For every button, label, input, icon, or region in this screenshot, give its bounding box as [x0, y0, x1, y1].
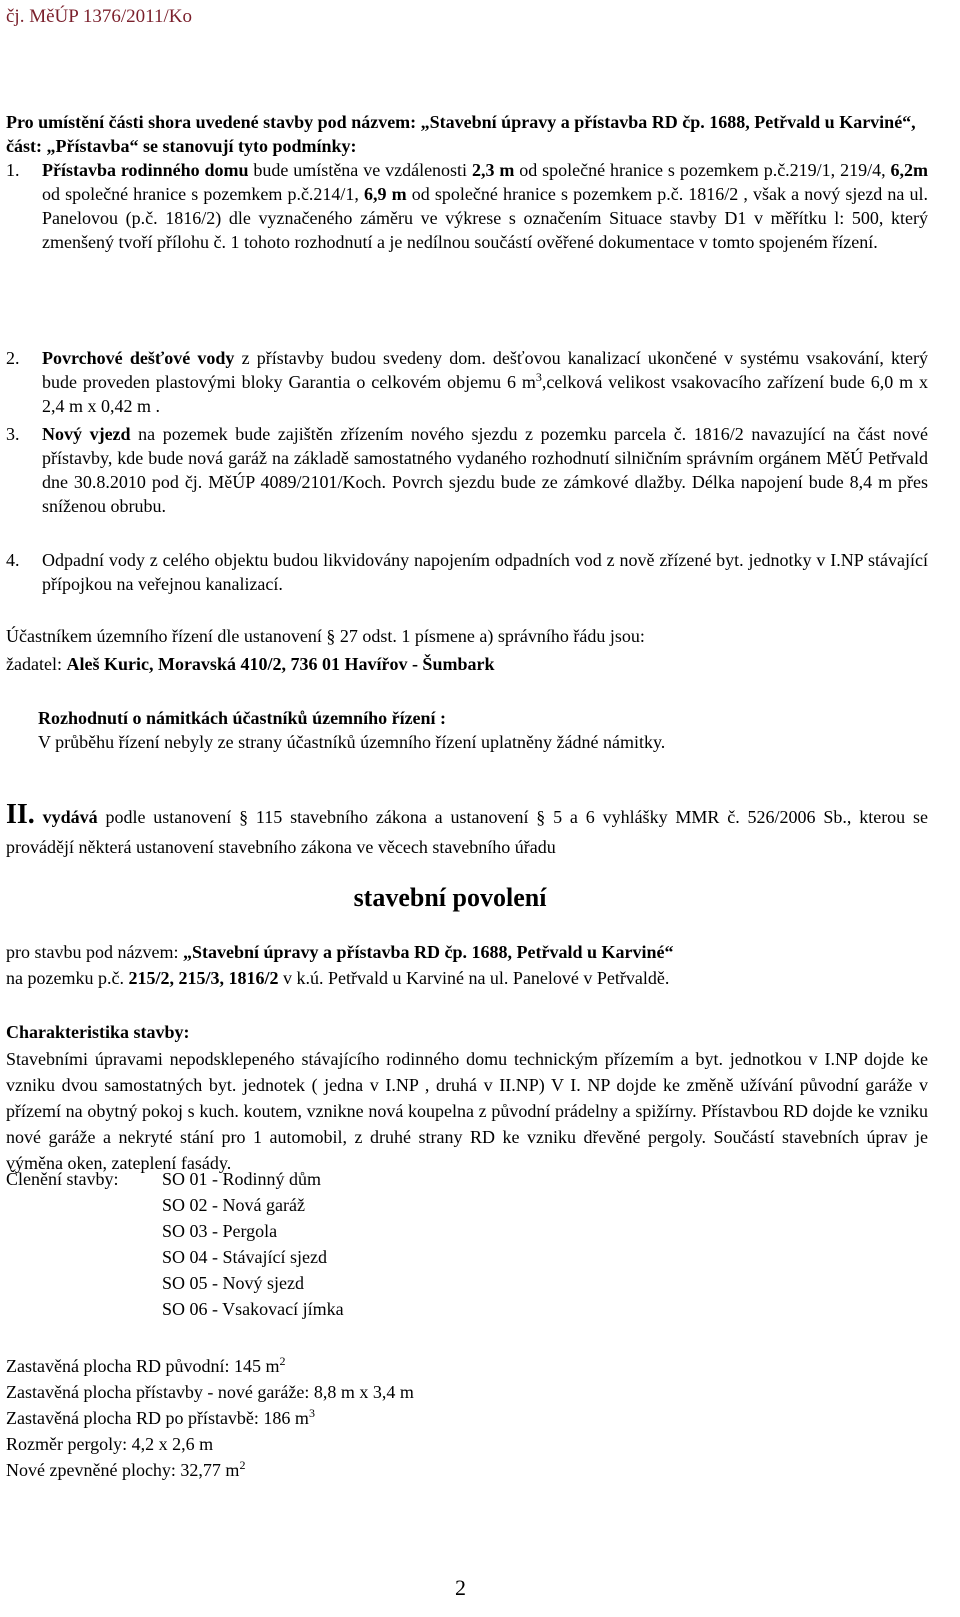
condition-text: od společné hranice s pozemkem p.č.219/1, 219/4, [514, 160, 891, 180]
condition-text: na pozemek bude zajištěn zřízením nového sjezdu z pozemku parcela č. 1816/2 navazující na část nové přístavby, kde bude nová garáž na základě samostatného vydaného rozhodnutí silničním správním orgánem MěÚ Petřvald dne 30.8.2010 pod čj. MěÚP 4089/2101/Koch. Povrch sjezdu bude ze zámkové dlažby. Délka napojení bude 8,4 m přes sníženou obrubu. [42, 424, 928, 516]
objections-title [38, 706, 928, 730]
division-item: SO 04 - Stávající sjezd [162, 1247, 327, 1267]
permit-title: stavební povolení [353, 883, 547, 912]
stat-text: Nové zpevněné plochy: 32,77 m [6, 1460, 240, 1480]
intro-paragraph [6, 110, 928, 158]
superscript: 3 [535, 370, 542, 384]
condition-4 [6, 548, 928, 596]
condition-number: 1. [6, 160, 20, 180]
stat-text: Zastavěná plocha přístavby - nové garáže: 8,8 m x 3,4 m [6, 1382, 414, 1402]
condition-text: od společné hranice s pozemkem p.č.214/1, [42, 184, 365, 204]
condition-subject: Přístavba rodinného domu [42, 160, 249, 180]
applicant-name: Aleš Kuric, Moravská 410/2, 736 01 Havířov - Šumbark [66, 654, 495, 674]
division-item: SO 01 - Rodinný dům [162, 1169, 322, 1189]
condition-subject: Nový vjezd [42, 424, 131, 444]
section-verb: vydává [42, 807, 98, 827]
division-label: Členění stavby: [6, 1169, 119, 1189]
permit-line-1 [6, 940, 928, 964]
applicant-label: žadatel: [6, 654, 67, 674]
building-division [6, 1166, 344, 1322]
roman-numeral: II. [6, 799, 35, 830]
condition-subject: Povrchové dešťové vody [42, 348, 235, 368]
superscript: 3 [308, 1406, 315, 1420]
condition-number: 3. [6, 424, 20, 444]
section-ii [6, 800, 928, 862]
page-number: 2 [455, 1575, 466, 1600]
division-item: SO 02 - Nová garáž [162, 1195, 305, 1215]
permit-text: pro stavbu pod názvem: [6, 942, 183, 962]
permit-line-2 [6, 966, 928, 990]
stat-text: Zastavěná plocha RD po přístavbě: 186 m [6, 1408, 309, 1428]
section-text: podle ustanovení § 115 stavebního zákona a ustanovení § 5 a 6 vyhlášky MMR č. 526/2006 Sb., kterou se provádějí některá ustanovení stavebního zákona ve věcech stavebního úřadu [6, 807, 929, 857]
stat-text: Zastavěná plocha RD původní: 145 m [6, 1356, 280, 1376]
superscript: 2 [239, 1458, 246, 1472]
building-name: „Stavební úpravy a přístavba RD čp. 1688, Petřvald u Karviné“ [182, 942, 674, 962]
condition-1 [6, 158, 928, 254]
condition-text: Odpadní vody z celého objektu budou likvidovány napojením odpadních vod z nově zřízené byt. jednotky v I.NP stávající přípojkou na veřejnou kanalizací. [42, 550, 928, 594]
stat-line [6, 1405, 414, 1431]
distance-value: 6,9 m [364, 184, 407, 204]
objections-text: V průběhu řízení nebyly ze strany účastníků územního řízení uplatněny žádné námitky. [38, 732, 666, 752]
permit-text: v k.ú. Petřvald u Karviné na ul. Panelové v Petřvaldě. [278, 968, 670, 988]
permit-text: na pozemku p.č. [6, 968, 129, 988]
stat-line [6, 1431, 414, 1457]
superscript: 2 [279, 1354, 286, 1368]
condition-number: 4. [6, 550, 20, 570]
characteristics-heading: Charakteristika stavby: [6, 1022, 190, 1042]
condition-text: z přístavby budou svedeny dom. dešťovou kanalizací ukončené v systému vsakování, který bude proveden plastovými bloky Garantia o celkovém objemu 6 m [42, 348, 929, 392]
intro-text: Pro umístění části shora uvedené stavby pod názvem: „Stavební úpravy a přístavba RD čp. 1688, Petřvald u Karviné“, část: „Přístavba“ se stanovují tyto podmínky: [6, 112, 916, 156]
stat-line [6, 1379, 414, 1405]
condition-3 [6, 422, 928, 518]
distance-value: 6,2m [890, 160, 928, 180]
stat-text: Rozměr pergoly: 4,2 x 2,6 m [6, 1434, 214, 1454]
condition-2 [6, 346, 928, 418]
distance-value: 2,3 m [471, 160, 515, 180]
reference-number: čj. MěÚP 1376/2011/Ko [6, 6, 192, 27]
condition-text: od společné hranice s pozemkem p.č. 1816/2 , však a nový sjezd na ul. Panelovou (p.č. 1816/2) dle vyznačeného záměru ve výkrese s označením Situace stavby D1 v měřítku l: 500, který zmenšený tvoří přílohu č. 1 tohoto rozhodnutí a je nedílnou součástí ověřené dokumentace v tomto spojeném řízení. [42, 184, 929, 252]
parcel-numbers: 215/2, 215/3, 1816/2 [128, 968, 279, 988]
condition-number: 2. [6, 348, 20, 368]
stat-line [6, 1457, 414, 1483]
condition-text: bude umístěna ve vzdálenosti [248, 160, 472, 180]
participants-line: Účastníkem územního řízení dle ustanovení § 27 odst. 1 písmene a) správního řádu jsou: [6, 626, 645, 646]
characteristics-text: Stavebními úpravami nepodsklepeného stávajícího rodinného domu technickým přízemím a byt. jednotkou v I.NP dojde ke vzniku dvou samostatných byt. jednotek ( jedna v I.NP , druhá v II.NP) V I. NP dojde ke změně užívání původní garáže v přízemí na obytný pokoj s kuch. koutem, vznikne nová koupelna z původní prádelny a spižírny. Přístavbou RD dojde ke vzniku nové garáže a nekryté stání pro 1 automobil, z druhé strany RD ke vzniku dřevěné pergoly. Součástí stavebních úprav je výměna oken, zateplení fasády. [6, 1049, 928, 1173]
division-item: SO 03 - Pergola [162, 1221, 278, 1241]
objections-heading: Rozhodnutí o námitkách účastníků územního řízení : [38, 708, 447, 728]
characteristics-title [6, 1020, 928, 1044]
condition-text: ,celková velikost vsakovacího zařízení bude 6,0 m x 2,4 m x 0,42 m . [42, 372, 928, 416]
stat-line [6, 1353, 414, 1379]
division-item: SO 06 - Vsakovací jímka [162, 1299, 344, 1319]
division-item: SO 05 - Nový sjezd [162, 1273, 304, 1293]
building-stats [6, 1353, 414, 1483]
applicant-line [6, 652, 928, 676]
